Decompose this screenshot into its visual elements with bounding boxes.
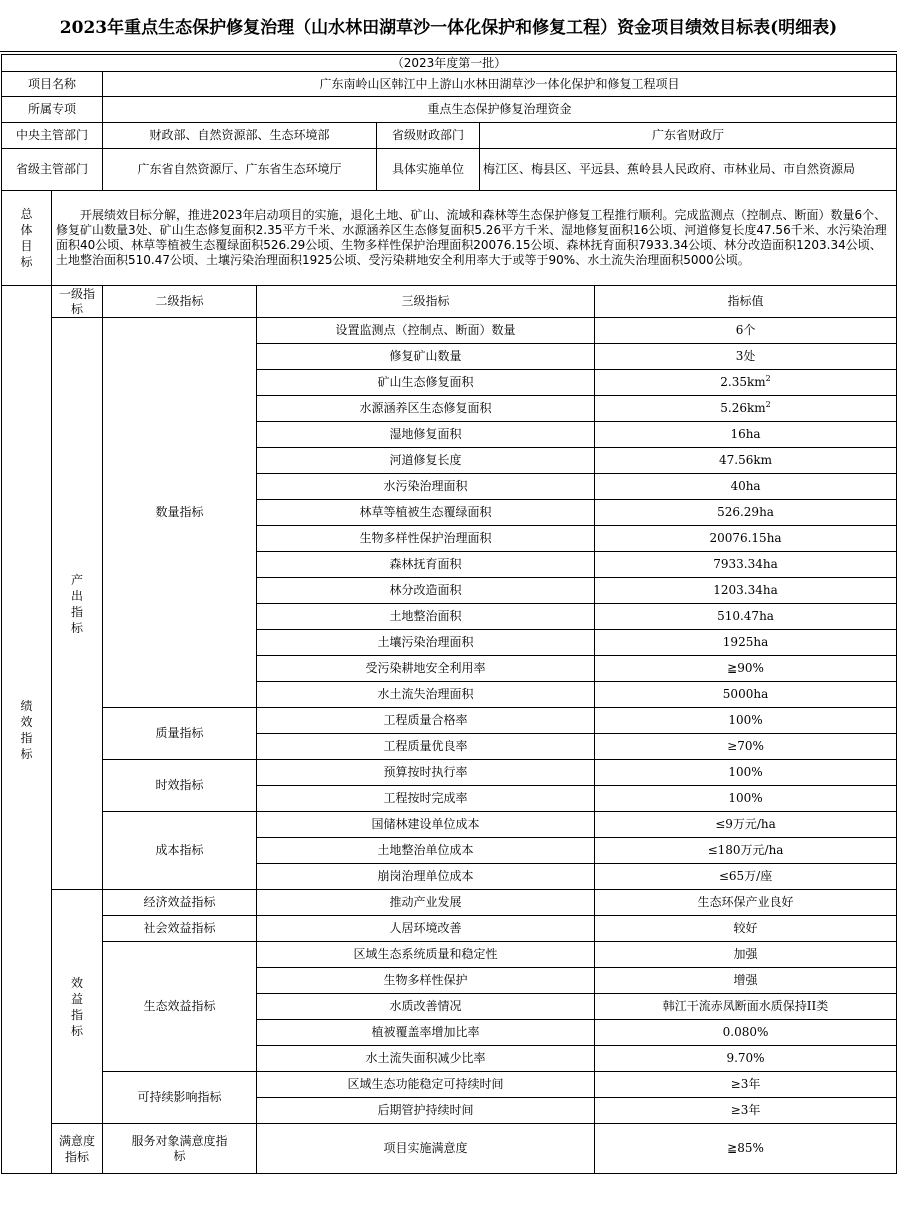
indicator-value-text: 9.70%	[726, 1051, 765, 1065]
benefit-indicators-label	[52, 890, 103, 1124]
indicator-value	[595, 1072, 897, 1098]
indicator-name: 林分改造面积	[257, 578, 595, 604]
indicator-row	[2, 760, 897, 786]
service-satisfaction-indicators-label: 服务对象满意度指标	[103, 1124, 257, 1174]
indicator-value	[595, 318, 897, 344]
indicator-name: 水质改善情况	[257, 994, 595, 1020]
indicator-name: 河道修复长度	[257, 448, 595, 474]
indicator-name: 生物多样性保护	[257, 968, 595, 994]
satisfaction-indicators-label-text: 满意度指标	[58, 1133, 95, 1164]
indicator-value-text: 20076.15ha	[709, 531, 782, 545]
indicator-value-text: ≧90%	[727, 661, 764, 675]
indicator-name: 土壤污染治理面积	[257, 630, 595, 656]
indicator-value-text: 16ha	[730, 427, 761, 441]
indicator-name: 设置监测点（控制点、断面）数量	[257, 318, 595, 344]
indicator-row	[2, 708, 897, 734]
cost-indicators-label: 成本指标	[103, 812, 257, 890]
output-indicators-label	[52, 318, 103, 890]
indicator-value-text: 40ha	[730, 479, 761, 493]
indicator-value	[595, 994, 897, 1020]
indicator-value	[595, 942, 897, 968]
indicator-name: 土地整治单位成本	[257, 838, 595, 864]
indicator-name: 受污染耕地安全利用率	[257, 656, 595, 682]
indicator-value	[595, 604, 897, 630]
indicator-value	[595, 1098, 897, 1124]
implementing-unit-label: 具体实施单位	[377, 149, 480, 191]
indicator-value-text: 3处	[735, 349, 756, 363]
quantity-indicators-label: 数量指标	[103, 318, 257, 708]
special-fund-value: 重点生态保护修复治理资金	[103, 97, 897, 123]
indicator-row	[2, 318, 897, 344]
indicator-name: 林草等植被生态覆绿面积	[257, 500, 595, 526]
level2-header: 二级指标	[103, 286, 257, 318]
special-fund-label: 所属专项	[2, 97, 103, 123]
indicator-name: 生物多样性保护治理面积	[257, 526, 595, 552]
indicator-value	[595, 474, 897, 500]
indicator-value-superscript: 2	[765, 400, 771, 409]
indicator-value-text: 较好	[733, 921, 758, 935]
performance-indicators-label-text: 绩效指标	[20, 698, 33, 761]
provincial-finance-value: 广东省财政厅	[480, 123, 897, 149]
indicator-name: 森林抚育面积	[257, 552, 595, 578]
indicator-value	[595, 760, 897, 786]
indicator-name: 水土流失面积减少比率	[257, 1046, 595, 1072]
indicator-value	[595, 500, 897, 526]
indicator-value	[595, 916, 897, 942]
implementing-unit-value: 梅江区、梅县区、平远县、蕉岭县人民政府、市林业局、市自然资源局	[480, 149, 897, 191]
indicator-value-text: ≤65万/座	[718, 869, 773, 883]
central-department-label: 中央主管部门	[2, 123, 103, 149]
indicator-value	[595, 1046, 897, 1072]
indicator-value	[595, 812, 897, 838]
indicator-row	[2, 1124, 897, 1174]
indicator-value-text: 100%	[728, 713, 763, 727]
indicator-name: 区域生态系统质量和稳定性	[257, 942, 595, 968]
performance-target-table	[1, 54, 897, 1174]
indicator-value	[595, 890, 897, 916]
indicator-value-text: ≤180万元/ha	[707, 843, 784, 857]
indicator-value	[595, 422, 897, 448]
level1-header: 一级指标	[52, 286, 103, 318]
indicator-value-text: ≧85%	[727, 1141, 764, 1155]
indicator-name: 水源涵养区生态修复面积	[257, 396, 595, 422]
indicator-value-text: 增强	[733, 973, 758, 987]
overall-target-body: 开展绩效目标分解，推进2023年启动项目的实施，退化土地、矿山、流域和森林等生态保护修复工程推行顺利。完成监测点（控制点、断面）数量6个、修复矿山数量3处、矿山生态修复面积2.35平方千米、水源涵养区生态修复面积5.26平方千米、湿地修复面积16公顷、河道修复长度47.56千米、水污染治理面积40公顷、林草等植被生态覆绿面积526.29公顷、生物多样性保护治理面积20076.15公顷、森林抚育面积7933.34公顷、林分改造面积1203.34公顷、土地整治面积510.47公顷、土壤污染治理面积1925公顷、受污染耕地安全利用率大于或等于90%、水土流失治理面积5000公顷。	[56, 208, 887, 267]
batch-label: （2023年度第一批）	[2, 55, 897, 72]
indicator-name: 推动产业发展	[257, 890, 595, 916]
indicator-value	[595, 396, 897, 422]
indicator-value-text: 5000ha	[722, 687, 769, 701]
level3-header: 三级指标	[257, 286, 595, 318]
overall-target-label	[2, 191, 52, 286]
indicator-name: 矿山生态修复面积	[257, 370, 595, 396]
indicator-value	[595, 1020, 897, 1046]
indicator-value-text: 2.35km	[720, 375, 766, 389]
indicator-value-text: 1925ha	[722, 635, 769, 649]
indicator-row	[2, 1072, 897, 1098]
performance-indicators-label	[2, 286, 52, 1174]
economic-benefit-indicators-label: 经济效益指标	[103, 890, 257, 916]
indicator-value	[595, 552, 897, 578]
overall-target-text	[52, 191, 897, 286]
indicator-value-text: ≥70%	[727, 739, 764, 753]
indicator-name: 工程质量合格率	[257, 708, 595, 734]
indicator-value-text: ≥3年	[730, 1103, 761, 1117]
sustainability-indicators-label: 可持续影响指标	[103, 1072, 257, 1124]
indicator-value	[595, 786, 897, 812]
social-benefit-indicators-label: 社会效益指标	[103, 916, 257, 942]
indicator-value-text: 510.47ha	[717, 609, 774, 623]
provincial-department-value: 广东省自然资源厅、广东省生态环境厅	[103, 149, 377, 191]
indicator-value	[595, 344, 897, 370]
indicator-value-text: 0.080%	[722, 1025, 769, 1039]
indicator-value	[595, 864, 897, 890]
indicator-value	[595, 630, 897, 656]
indicator-value-text: 526.29ha	[717, 505, 774, 519]
indicator-row	[2, 942, 897, 968]
indicator-value-text: 6个	[735, 323, 756, 337]
indicator-value-text: ≥3年	[730, 1077, 761, 1091]
ecological-benefit-indicators-label: 生态效益指标	[103, 942, 257, 1072]
timeliness-indicators-label: 时效指标	[103, 760, 257, 812]
indicator-value	[595, 656, 897, 682]
satisfaction-indicators-label	[52, 1124, 103, 1174]
document-title: 2023年重点生态保护修复治理（山水林田湖草沙一体化保护和修复工程）资金项目绩效目标表(明细表)	[0, 0, 897, 52]
indicator-name: 人居环境改善	[257, 916, 595, 942]
indicator-row	[2, 890, 897, 916]
indicator-value	[595, 578, 897, 604]
indicator-value	[595, 734, 897, 760]
indicator-value-superscript: 2	[765, 374, 771, 383]
quality-indicators-label: 质量指标	[103, 708, 257, 760]
overall-target-label-text: 总体目标	[20, 207, 33, 269]
indicator-value	[595, 370, 897, 396]
indicator-value-text: 7933.34ha	[713, 557, 778, 571]
benefit-indicators-label-text: 效益指标	[70, 975, 83, 1038]
indicator-value	[595, 968, 897, 994]
indicator-name: 国储林建设单位成本	[257, 812, 595, 838]
indicator-name: 湿地修复面积	[257, 422, 595, 448]
output-indicators-label-text: 产出指标	[70, 572, 83, 635]
indicator-name: 工程质量优良率	[257, 734, 595, 760]
provincial-department-label: 省级主管部门	[2, 149, 103, 191]
indicator-value-text: 47.56km	[719, 453, 773, 467]
central-department-value: 财政部、自然资源部、生态环境部	[103, 123, 377, 149]
indicator-name: 后期管护持续时间	[257, 1098, 595, 1124]
project-name-value: 广东南岭山区韩江中上游山水林田湖草沙一体化保护和修复工程项目	[103, 72, 897, 97]
indicator-value-text: 1203.34ha	[713, 583, 778, 597]
indicator-value-text: 100%	[728, 791, 763, 805]
indicator-value-text: ≤9万元/ha	[715, 817, 776, 831]
project-name-label: 项目名称	[2, 72, 103, 97]
indicator-value	[595, 682, 897, 708]
indicator-value-header: 指标值	[595, 286, 897, 318]
indicator-name: 工程按时完成率	[257, 786, 595, 812]
indicator-value-text: 5.26km	[720, 401, 766, 415]
indicator-value	[595, 1124, 897, 1174]
indicator-value-text: 100%	[728, 765, 763, 779]
indicator-value-text: 韩江干流赤凤断面水质保持II类	[662, 999, 829, 1013]
indicator-name: 区域生态功能稳定可持续时间	[257, 1072, 595, 1098]
indicator-value-text: 生态环保产业良好	[697, 895, 794, 909]
indicator-name: 植被覆盖率增加比率	[257, 1020, 595, 1046]
indicator-name: 水污染治理面积	[257, 474, 595, 500]
indicator-row	[2, 916, 897, 942]
indicator-value	[595, 838, 897, 864]
indicator-value	[595, 526, 897, 552]
indicator-name: 水土流失治理面积	[257, 682, 595, 708]
indicator-name: 崩岗治理单位成本	[257, 864, 595, 890]
provincial-finance-label: 省级财政部门	[377, 123, 480, 149]
indicator-name: 预算按时执行率	[257, 760, 595, 786]
indicator-value	[595, 708, 897, 734]
indicator-value-text: 加强	[733, 947, 758, 961]
indicator-name: 土地整治面积	[257, 604, 595, 630]
indicator-row	[2, 812, 897, 838]
indicator-name: 修复矿山数量	[257, 344, 595, 370]
indicator-value	[595, 448, 897, 474]
indicator-name: 项目实施满意度	[257, 1124, 595, 1174]
